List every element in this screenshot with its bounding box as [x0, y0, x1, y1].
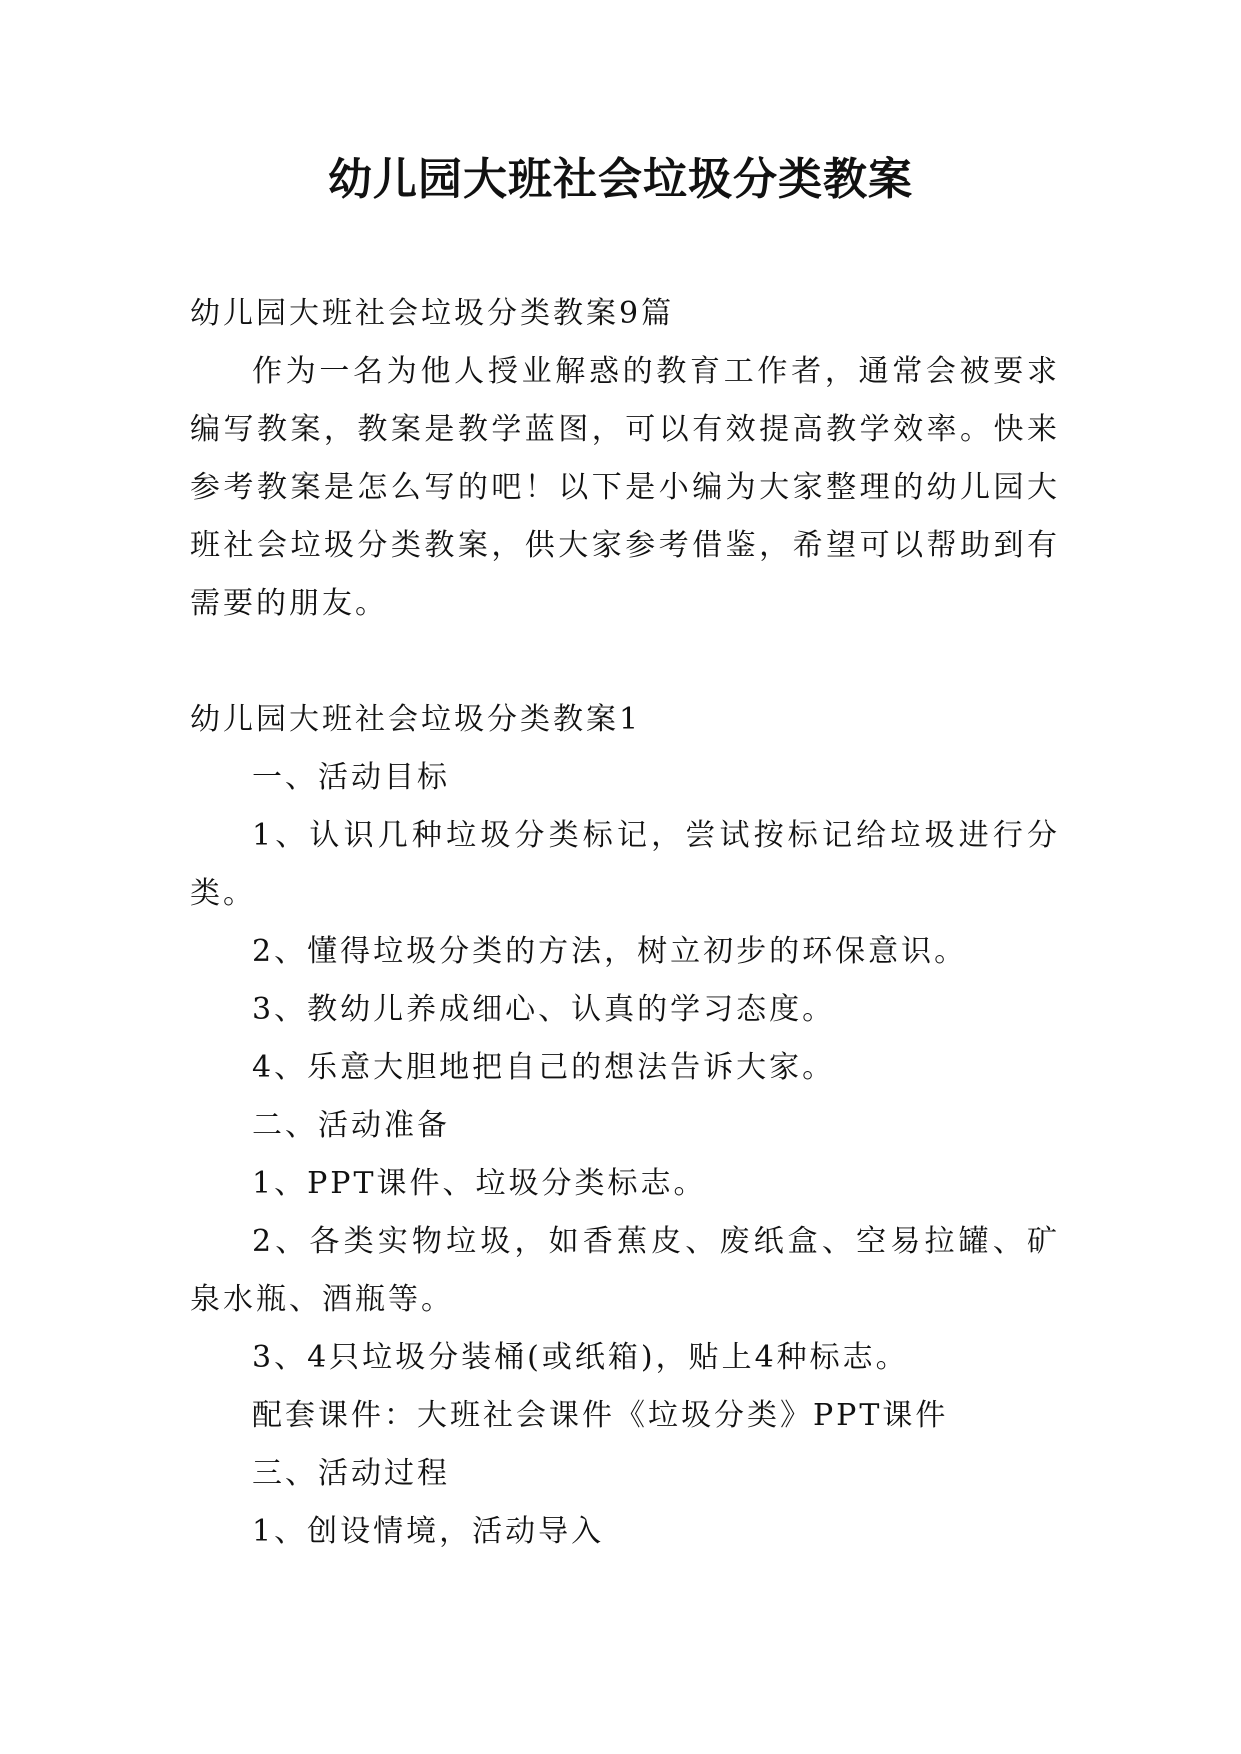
process-heading: 三、活动过程 — [252, 1456, 450, 1491]
intro-paragraph: 作为一名为他人授业解惑的教育工作者，通常会被要求编写教案，教案是教学蓝图，可以有效提高教学效率。快来参考教案是怎么写的吧！以下是小编为大家整理的幼儿园大班社会垃圾分类教案，供大家参考借鉴，希望可以帮助到有需要的朋友。 — [190, 354, 1060, 621]
goals-heading: 一、活动目标 — [252, 760, 450, 795]
preparation-item-2: 2、各类实物垃圾，如香蕉皮、废纸盒、空易拉罐、矿泉水瓶、酒瓶等。 — [190, 1224, 1060, 1317]
preparation-item-3: 3、4只垃圾分装桶(或纸箱)，贴上4种标志。 — [252, 1340, 909, 1375]
goal-item-3: 3、教幼儿养成细心、认真的学习态度。 — [252, 992, 836, 1027]
goal-item-4: 4、乐意大胆地把自己的想法告诉大家。 — [252, 1050, 836, 1085]
process-item-1: 1、创设情境，活动导入 — [252, 1514, 605, 1549]
goal-item-1: 1、认识几种垃圾分类标记，尝试按标记给垃圾进行分类。 — [190, 818, 1060, 911]
courseware-note: 配套课件：大班社会课件《垃圾分类》PPT课件 — [252, 1398, 949, 1433]
document-subtitle: 幼儿园大班社会垃圾分类教案9篇 — [190, 296, 675, 331]
goal-item-2: 2、懂得垃圾分类的方法，树立初步的环保意识。 — [252, 934, 968, 969]
document-body — [190, 285, 1060, 1561]
document-title: 幼儿园大班社会垃圾分类教案 — [328, 154, 913, 205]
section-heading: 幼儿园大班社会垃圾分类教案1 — [190, 702, 642, 737]
preparation-heading: 二、活动准备 — [252, 1108, 450, 1143]
preparation-item-1: 1、PPT课件、垃圾分类标志。 — [252, 1166, 707, 1201]
